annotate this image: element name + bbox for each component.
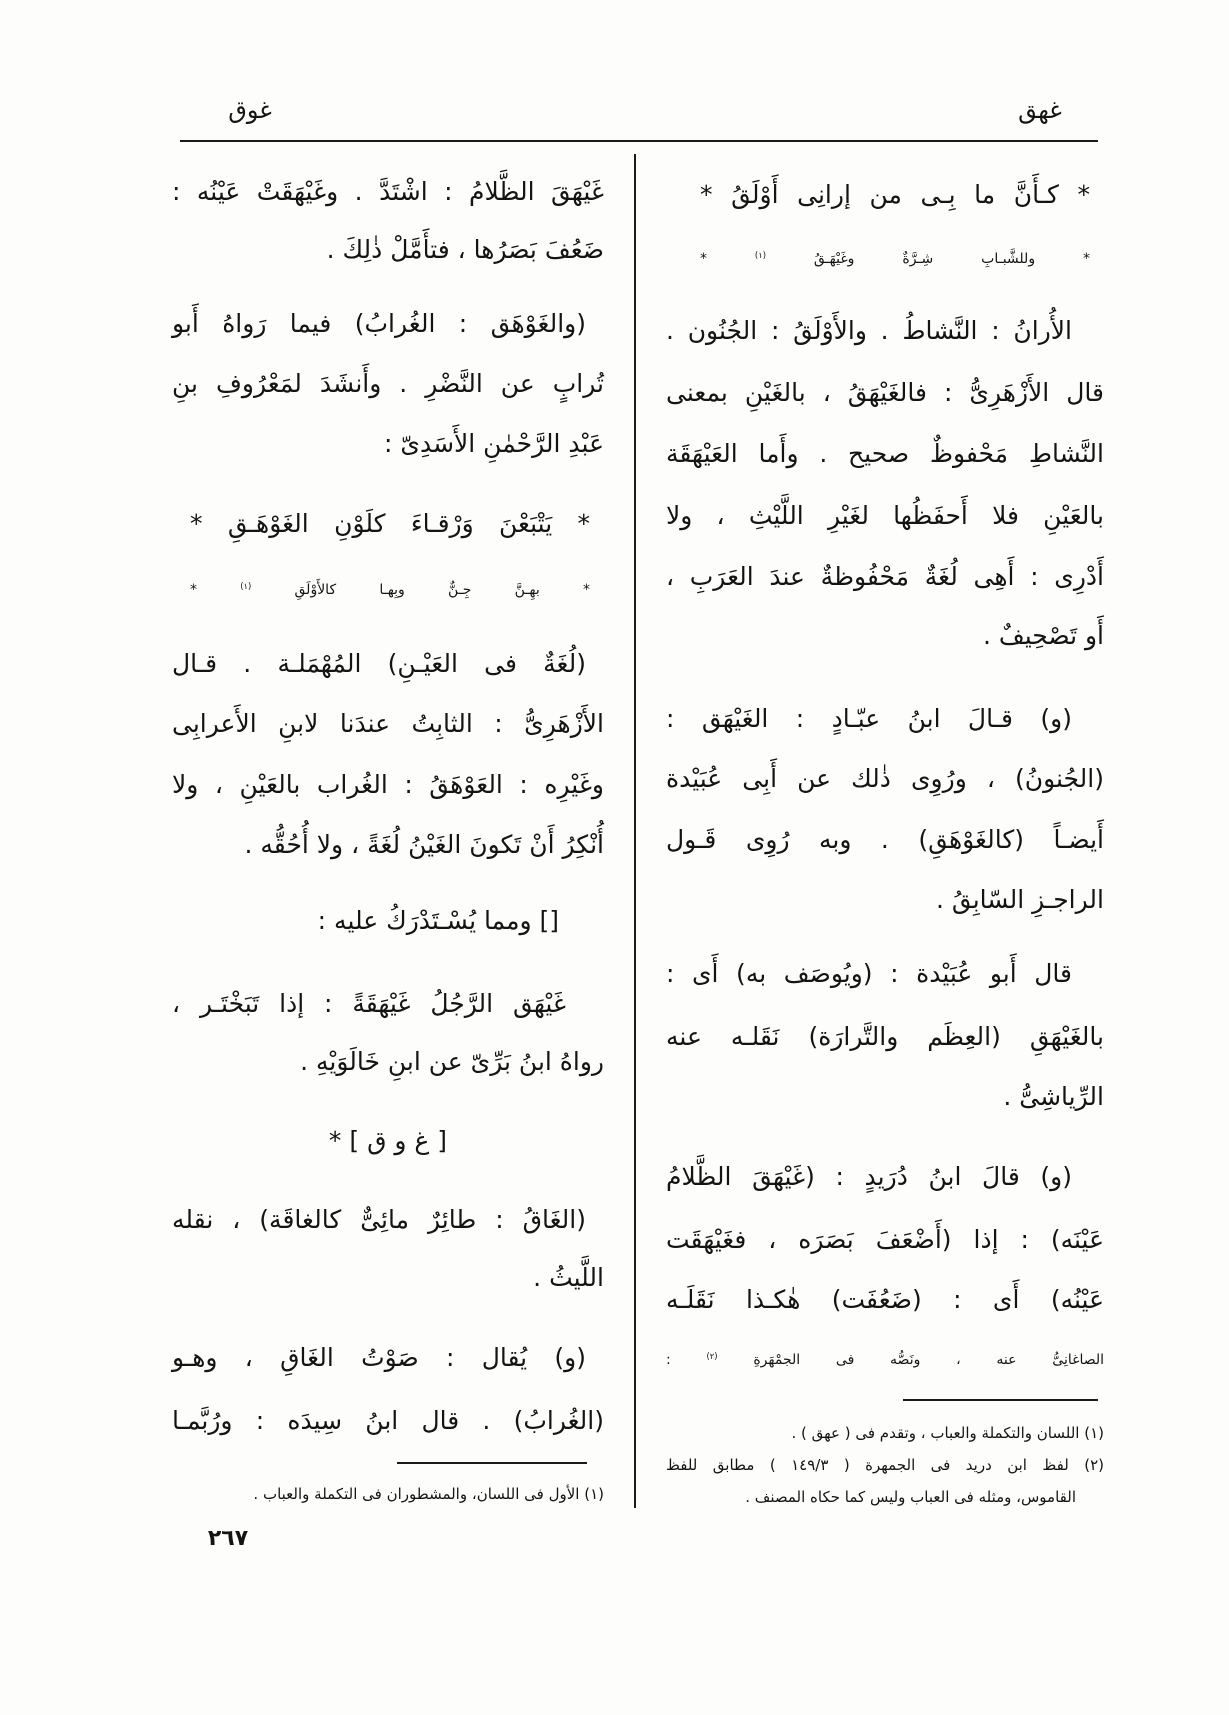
- text-line: عَيْنُه) أَى : (ضَعُفَت) هٰكـذا نَقَلَـه: [666, 1285, 1104, 1314]
- text-line: (و) قالَ ابنُ دُرَيدٍ : (غَيْهَقَ الظَّلامُ: [666, 1162, 1072, 1191]
- text-line: اللَّيثُ .: [533, 1263, 604, 1292]
- footnote-marker: (١): [240, 580, 252, 591]
- text-line: وغَيْرِه : العَوْهَقُ : الغُراب بالعَيْنِ ، ولا: [172, 770, 604, 799]
- text-line: بالعَيْنِ فلا أَحفَظُها لغَيْرِ اللَّيْثِ ، ولا: [666, 501, 1104, 530]
- text-line: أَيضـاً (كالغَوْهَقِ) . وبه رُوِى قَـول: [666, 825, 1104, 854]
- text-line: أَدْرِى : أَهِى لُغَةٌ مَحْفُوظةٌ عندَ العَرَبِ ،: [666, 562, 1104, 591]
- text-line: تُرابٍ عن النَّضْرِ . وأَنشَدَ لمَعْرُوفِ بنِ: [172, 369, 604, 398]
- text-line: النَّشاطِ مَحْفوظٌ صحيح . وأَما العَيْهَقَة: [666, 439, 1104, 468]
- text-line: ضَعُفَ بَصَرُها ، فتأَمَّلْ ذٰلِكَ .: [326, 235, 604, 264]
- text-line: (الجُنونُ) ، ورُوِى ذٰلك عن أَبِى عُبَيْدة: [666, 764, 1104, 793]
- footnote-marker: (١): [754, 249, 766, 260]
- text-line: بالغَيْهَقِ (العِظَم والتَّرارَة) نَقَلـه عنه: [666, 1022, 1104, 1051]
- footnote-rule: [903, 1399, 1098, 1401]
- text-line: (و) يُقال : صَوْتُ الغَاقِ ، وهـو: [172, 1343, 586, 1372]
- footnote-line: (١) الأول فى اللسان، والمشطوران فى التكملة والعباب .: [253, 1485, 604, 1503]
- footnote-line: القاموس، ومثله فى العباب وليس كما حكاه المصنف .: [745, 1488, 1076, 1506]
- text-line: عَبْدِ الرَّحْمٰنِ الأَسَدِىّ :: [384, 429, 604, 458]
- text-line: الأَزْهَرِىُّ : الثابِتُ عندَنا لابنِ الأَعرابِى: [172, 709, 604, 738]
- text-line: (والغَوْهَق : الغُرابُ) فيما رَواهُ أَبو: [172, 309, 586, 338]
- text-line: أُنْكِرُ أَنْ تَكونَ الغَيْنُ لُغَةً ، ولا أُحُقُّه .: [244, 830, 604, 859]
- text-line: (الغَاقُ : طائِرٌ مائِىٌّ كالغاقَة) ، نقله: [172, 1205, 586, 1234]
- footnote-line: (١) اللسان والتكملة والعباب ، وتقدم فى ( عهق ) .: [791, 1424, 1104, 1442]
- verse-line: * وللشَّبـابِ شِـرَّةٌ وغَيْهَـقُ $^{(١)}$ *: [700, 249, 1090, 267]
- text-line: الصاغانِىُّ عنه ، ونَصُّه فى الجمْهَرةِ $^{(٢)}$ :: [666, 1350, 1104, 1368]
- text-line: (لُغَةٌ فى العَيْـنِ) المُهْمَلـة . قـال: [172, 649, 586, 678]
- column-divider: [634, 154, 636, 1508]
- text-line: (و) قـالَ ابنُ عبّـادٍ : الغَيْهَق :: [666, 704, 1072, 733]
- footnote-line: (٢) لفظ ابن دريد فى الجمهرة ( ١٤٩/٣ ) مطابق للفظ: [666, 1456, 1104, 1474]
- text-line: أَو تَصْحِيفٌ .: [982, 621, 1104, 650]
- text-line: رواهُ ابنُ بَرِّىّ عن ابنِ خَالَوَيْهِ .: [300, 1047, 604, 1076]
- footnote-rule: [397, 1462, 587, 1464]
- verse-line: * كـأَنَّ ما بِـى من إرانِى أَوْلَقُ *: [700, 180, 1090, 209]
- text-line: الراجـزِ السّابِقُ .: [935, 885, 1104, 914]
- text-line: قال أَبو عُبَيْدة : (ويُوصَف به) أَى :: [666, 959, 1072, 988]
- text-line: الرِّياشِىُّ .: [1003, 1082, 1104, 1111]
- text-line: (الغُرابُ) . قال ابنُ سِيدَه : ورُبَّمـا: [172, 1406, 604, 1435]
- running-head-left: غوق: [228, 96, 272, 124]
- running-head-right: غهق: [1018, 96, 1062, 124]
- verse-line: * بهِـنَّ جِـنٌّ وبِهـا كالأَوْلَقِ $^{(١)}$ *: [190, 580, 590, 598]
- text-line: عَيْنَه) : إذا (أَضْعَفَ بَصَرَه ، فغَيْهَقَت: [666, 1225, 1104, 1254]
- text-line: غَيْهَق الرَّجُلُ غَيْهَقَةً : إذا تَبَخْتَـر ،: [172, 989, 566, 1018]
- page-number: ٢٦٧: [207, 1526, 249, 1551]
- verse-line: * يَتْبَعْنَ وَرْقـاءَ كلَوْنِ الغَوْهَـقِ *: [190, 509, 590, 538]
- footnote-marker: (٢): [706, 1350, 718, 1361]
- entry-heading: [ غ و ق ] *: [328, 1126, 448, 1155]
- text-line: قال الأَزْهَرِىُّ : فالغَيْهَقُ ، بالغَيْنِ بمعنى: [666, 378, 1104, 407]
- addendum-marker-line: [] ومما يُسْـتَدْرَكُ عليه :: [317, 906, 559, 935]
- text-line: غَيْهَقَ الظَّلامُ : اشْتَدَّ . وغَيْهَقَتْ عَيْنُه :: [172, 177, 604, 206]
- text-line: الأُرانُ : النَّشاطُ . والأَوْلَقُ : الجُنُون .: [666, 316, 1072, 345]
- header-rule: [180, 140, 1098, 142]
